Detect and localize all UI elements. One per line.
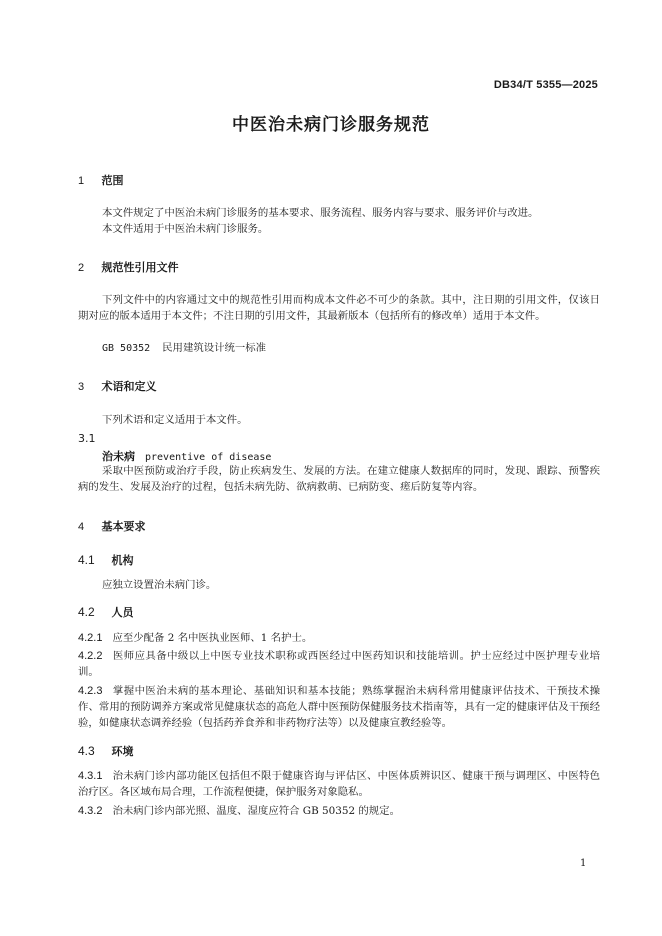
clause-number: 4.3.2: [78, 805, 103, 817]
clause-text: 治未病门诊内部功能区包括但不限于健康咨询与评估区、中医体质辨识区、健康干预与调理区、中医特色治疗区。各区域布局合理，工作流程便捷，保护服务对象隐私。: [78, 770, 600, 798]
paragraph: 下列文件中的内容通过文中的规范性引用而构成本文件必不可少的条款。其中，注日期的引用文件，仅该日期对应的版本适用于本文件；不注日期的引用文件，其最新版本（包括所有的修改单）适用于本文件。: [78, 294, 600, 322]
term-entry: [102, 448, 271, 464]
clause-4-2-3: [78, 683, 600, 731]
clause-4-3-1: [78, 768, 600, 800]
subsection-title: 环境: [111, 745, 134, 758]
paragraph: 本文件适用于中医治未病门诊服务。: [102, 223, 269, 235]
clause-number: 4.3.1: [78, 770, 103, 782]
clause-number: 4.2.3: [78, 685, 103, 697]
clause-number: 4.2.1: [78, 632, 103, 644]
clause-text: 掌握中医治未病的基本理论、基础知识和基本技能；熟练掌握治未病科常用健康评估技术、干预技术操作、常用的预防调养方案或常见健康状态的高危人群中医预防保健服务技术指南等，具有一定的健康评估及干预经验，如健康状态调养经验（包括药养食养和非药物疗法等）以及健康宣教经验等。: [78, 685, 600, 729]
term-chinese: 治未病: [102, 450, 135, 463]
section-number: 2: [78, 262, 85, 274]
document-title: 中医治未病门诊服务规范: [232, 115, 430, 135]
section-title: 基本要求: [101, 520, 146, 533]
subsection-4-2-heading: [78, 604, 134, 620]
section-number: 4: [78, 521, 85, 533]
reference-title: 民用建筑设计统一标准: [162, 342, 267, 354]
subsection-number: 4.1: [78, 553, 95, 567]
clause-4-2-1: [78, 630, 600, 646]
reference-code: GB 50352: [102, 343, 151, 354]
clause-4-3-2: [78, 803, 600, 819]
paragraph: 本文件规定了中医治未病门诊服务的基本要求、服务流程、服务内容与要求、服务评价与改进。: [102, 207, 539, 219]
term-english: preventive of disease: [145, 452, 272, 463]
subsection-4-1-heading: [78, 552, 134, 568]
subsection-title: 人员: [111, 606, 134, 619]
subsection-4-3-heading: [78, 743, 134, 759]
term-number: 3.1: [78, 432, 96, 445]
section-number: 3: [78, 381, 85, 393]
term-definition: 采取中医预防或治疗手段，防止疾病发生、发展的方法。在建立健康人数据库的同时，发现、跟踪、预警疾病的发生、发展及治疗的过程，包括未病先防、欲病救萌、已病防变、瘥后防复等内容。: [78, 465, 600, 493]
section-4-heading: [78, 518, 146, 534]
paragraph: 下列术语和定义适用于本文件。: [102, 414, 248, 426]
page-number: 1: [580, 858, 587, 869]
clause-text: 医师应具备中级以上中医专业技术职称或西医经过中医药知识和技能培训。护士应经过中医护理专业培训。: [78, 650, 600, 678]
section-title: 范围: [101, 174, 124, 187]
section-3-heading: [78, 378, 157, 394]
clause-text: 治未病门诊内部光照、温度、湿度应符合 GB 50352 的规定。: [112, 805, 400, 817]
section-number: 1: [78, 175, 85, 187]
section-title: 规范性引用文件: [101, 261, 179, 274]
subsection-number: 4.3: [78, 744, 95, 758]
section-title: 术语和定义: [101, 380, 157, 393]
section-2-heading: [78, 259, 179, 275]
subsection-number: 4.2: [78, 605, 95, 619]
subsection-title: 机构: [111, 554, 134, 567]
normative-reference: [78, 340, 600, 357]
standard-number: DB34/T 5355—2025: [493, 79, 598, 91]
paragraph: 应独立设置治未病门诊。: [102, 579, 217, 591]
clause-number: 4.2.2: [78, 650, 103, 662]
section-1-heading: [78, 172, 124, 188]
clause-text: 应至少配备 2 名中医执业医师、1 名护士。: [112, 632, 313, 644]
clause-4-2-2: [78, 648, 600, 680]
